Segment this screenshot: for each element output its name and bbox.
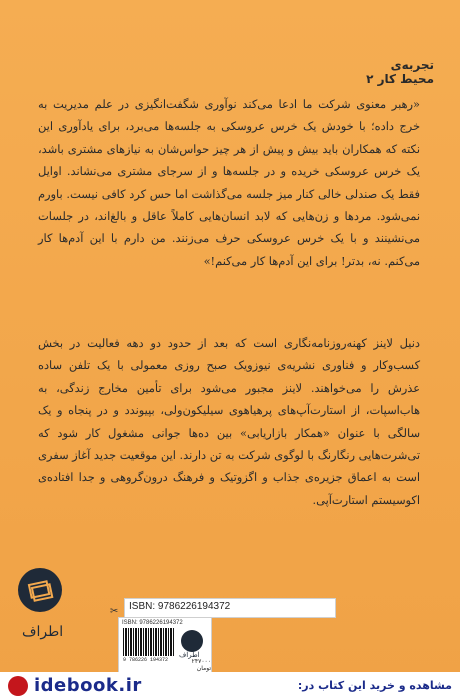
- store-brand[interactable]: idebook.ir: [34, 675, 142, 696]
- cut-mark-icon: ✂: [110, 606, 119, 617]
- series-label: [274, 58, 434, 86]
- quote-paragraph: «رهبر معنوی شرکت ما ادعا می‌کند نوآوری شگفت‌انگیزی در علم مدیریت به خرج داده؛ با خودش یک خرس عروسکی به جلسه‌ها می‌برد، برای یادآوری این نکته که همکاران باید بیش و پیش از هر چیز حواس‌شان به نیازهای مشتری باشد، یک خرس عروسکی خریده و در جلسه‌ها و از سرجای مشتری می‌نشاند. اوایل فقط یک صندلی خالی کنار میز جلسه می‌گذاشت اما حس کرد کافی نیست. باورم نمی‌شود. مردها و زن‌هایی که لابد انسان‌هایی کاملاً عاقل و بالغ‌اند، در جلسات می‌نشینند و با یک خرس عروسکی حرف می‌زنند. من دارم با این آدم‌ها کار می‌کنم. نه، بدتر! برای این آدم‌ها کار می‌کنم!»: [38, 97, 420, 268]
- description-paragraph: دنیل لاینز کهنه‌روزنامه‌نگاری است که بعد از حدود دو دهه فعالیت در بخش کسب‌وکار و فناوری نشریه‌ی نیوزویک صبح روزی معمولی با یک تلفن ساده عذرش را می‌خواهند. لاینز مجبور می‌شود برای تأمین مخارج زندگی، به هاب‌اسپات، از استارت‌آپ‌های پرهیاهوی سیلیکون‌ولی، بپیوندد و در پنجاه و یک سالگی با عنوان «همکار بازاریابی» بین ده‌ها جوانی مشغول کار شود که تی‌شرت‌هایی رنگارنگ با لوگوی شرکت به تن دارند. این موقعیت جدید آغاز سفری است به اعماق جزیره‌ی جذاب و اگزوتیک و فرهنگ درون‌گروهی و جدا افتاده‌ی اکوسیستم استارت‌آپی.: [38, 336, 420, 507]
- store-tagline: مشاهده و خرید این کتاب در:: [297, 679, 452, 692]
- sticker-publisher-name: اطراف: [179, 651, 200, 659]
- isbn-text: ISBN: 9786226194372: [129, 601, 231, 612]
- publisher-name: اطراف: [22, 624, 64, 640]
- barcode-icon: [123, 628, 175, 656]
- isbn-strip: [124, 598, 336, 618]
- sticker-digits: 9 786226 194372: [123, 657, 169, 663]
- store-logo-icon: [8, 676, 28, 696]
- publisher-logo-icon: [18, 568, 62, 612]
- sticker-price: ۲۴۷۰۰۰ تومان: [191, 658, 211, 672]
- barcode-sticker: [118, 617, 212, 673]
- watermark-footer[interactable]: [0, 672, 460, 700]
- series-subtitle: محیط کار ۲: [366, 72, 434, 86]
- sticker-publisher-logo-icon: [181, 630, 203, 652]
- sticker-isbn: ISBN: 9786226194372: [122, 620, 183, 626]
- series-title: تجربه‌ی: [390, 58, 434, 72]
